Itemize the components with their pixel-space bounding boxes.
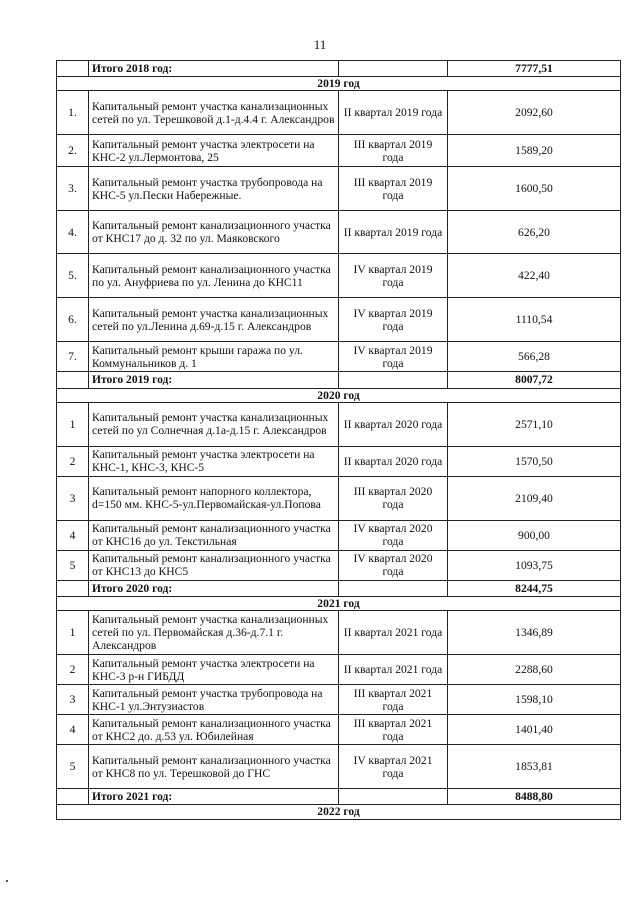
total-spacer	[57, 372, 89, 388]
table-row	[57, 520, 621, 550]
year-header-row	[57, 77, 621, 91]
total-spacer	[57, 789, 89, 805]
row-number: 2.	[57, 135, 89, 167]
work-description: Капитальный ремонт участка трубопровода на КНС-5 ул.Пески Набережные.	[89, 167, 339, 211]
work-description: Капитальный ремонт участка канализационных сетей по ул Солнечная д.1а-д.15 г. Александров	[89, 402, 339, 446]
work-period: III квартал 2021 года	[339, 715, 448, 745]
capital-repair-plan-table	[56, 60, 621, 820]
work-period: IV квартал 2020 года	[339, 550, 448, 580]
row-number: 5	[57, 745, 89, 789]
table-row	[57, 402, 621, 446]
table-row	[57, 550, 621, 580]
row-number: 4.	[57, 211, 89, 254]
total-label: Итого 2018 год:	[89, 61, 339, 77]
row-number: 1	[57, 402, 89, 446]
year-header: 2022 год	[57, 805, 621, 819]
table-row	[57, 135, 621, 167]
row-number: 1.	[57, 91, 89, 135]
row-number: 1	[57, 611, 89, 655]
work-amount: 626,20	[448, 211, 621, 254]
total-label: Итого 2021 год:	[89, 789, 339, 805]
work-period: III квартал 2020 года	[339, 476, 448, 520]
work-period: IV квартал 2019 года	[339, 254, 448, 298]
row-number: 4	[57, 520, 89, 550]
table-row	[57, 342, 621, 372]
work-amount: 1570,50	[448, 446, 621, 476]
work-amount: 566,28	[448, 342, 621, 372]
work-amount: 2092,60	[448, 91, 621, 135]
work-period: IV квартал 2021 года	[339, 745, 448, 789]
row-number: 3.	[57, 167, 89, 211]
work-description: Капитальный ремонт канализационного участка по ул. Ануфриева по ул. Ленина до КНС11	[89, 254, 339, 298]
work-amount: 1600,50	[448, 167, 621, 211]
work-period: II квартал 2020 года	[339, 446, 448, 476]
work-description: Капитальный ремонт крыши гаража по ул. Коммунальников д. 1	[89, 342, 339, 372]
total-amount: 8488,80	[448, 789, 621, 805]
total-row	[57, 789, 621, 805]
work-period: IV квартал 2019 года	[339, 298, 448, 342]
work-amount: 900,00	[448, 520, 621, 550]
work-amount: 1598,10	[448, 685, 621, 715]
work-description: Капитальный ремонт участка электросети на КНС-1, КНС-3, КНС-5	[89, 446, 339, 476]
work-amount: 2109,40	[448, 476, 621, 520]
work-period: II квартал 2020 года	[339, 402, 448, 446]
total-amount: 8007,72	[448, 372, 621, 388]
table-row	[57, 167, 621, 211]
year-header: 2020 год	[57, 388, 621, 402]
total-spacer	[57, 61, 89, 77]
work-description: Капитальный ремонт участка канализационных сетей по ул. Первомайская д.36-д.7.1 г. Александров	[89, 611, 339, 655]
table-row	[57, 211, 621, 254]
work-description: Капитальный ремонт участка трубопровода на КНС-1 ул.Энтузиастов	[89, 685, 339, 715]
total-spacer	[57, 580, 89, 596]
work-description: Капитальный ремонт участка электросети на КНС-2 ул.Лермонтова, 25	[89, 135, 339, 167]
work-period: II квартал 2019 года	[339, 91, 448, 135]
year-header: 2019 год	[57, 77, 621, 91]
year-header-row	[57, 597, 621, 611]
year-header-row	[57, 805, 621, 819]
total-amount: 8244,75	[448, 580, 621, 596]
total-period-empty	[339, 789, 448, 805]
table-row	[57, 446, 621, 476]
row-number: 5	[57, 550, 89, 580]
total-period-empty	[339, 580, 448, 596]
table-row	[57, 655, 621, 685]
row-number: 3	[57, 685, 89, 715]
work-description: Капитальный ремонт канализационного участка от КНС8 по ул. Терешковой до ГНС	[89, 745, 339, 789]
total-amount: 7777,51	[448, 61, 621, 77]
work-period: II квартал 2019 года	[339, 211, 448, 254]
table-row	[57, 611, 621, 655]
work-amount: 1110,54	[448, 298, 621, 342]
table-row	[57, 685, 621, 715]
work-amount: 422,40	[448, 254, 621, 298]
work-description: Капитальный ремонт участка канализационных сетей по ул.Ленина д.69-д.15 г. Александров	[89, 298, 339, 342]
year-header-row	[57, 388, 621, 402]
work-description: Капитальный ремонт канализационного участка от КНС13 до КНС5	[89, 550, 339, 580]
page-number: 11	[313, 37, 327, 52]
row-number: 3	[57, 476, 89, 520]
table-row	[57, 298, 621, 342]
total-row	[57, 580, 621, 596]
table-row	[57, 745, 621, 789]
total-label: Итого 2019 год:	[89, 372, 339, 388]
total-period-empty	[339, 61, 448, 77]
work-description: Капитальный ремонт канализационного участка от КНС16 до ул. Текстильная	[89, 520, 339, 550]
table-row	[57, 715, 621, 745]
scan-mark	[6, 880, 8, 882]
work-period: II квартал 2021 года	[339, 655, 448, 685]
work-amount: 1589,20	[448, 135, 621, 167]
work-period: III квартал 2019 года	[339, 135, 448, 167]
work-period: IV квартал 2019 года	[339, 342, 448, 372]
work-description: Капитальный ремонт участка канализационных сетей по ул. Терешковой д.1-д.4.4 г. Александров	[89, 91, 339, 135]
row-number: 2	[57, 446, 89, 476]
work-period: IV квартал 2020 года	[339, 520, 448, 550]
work-period: III квартал 2021 года	[339, 685, 448, 715]
table-row	[57, 476, 621, 520]
total-row	[57, 372, 621, 388]
row-number: 6.	[57, 298, 89, 342]
work-description: Капитальный ремонт канализационного участка от КНС2 до. д.53 ул. Юбилейная	[89, 715, 339, 745]
work-period: III квартал 2019 года	[339, 167, 448, 211]
work-description: Капитальный ремонт участка электросети на КНС-3 р-н ГИБДД	[89, 655, 339, 685]
total-period-empty	[339, 372, 448, 388]
work-period: II квартал 2021 года	[339, 611, 448, 655]
work-amount: 1346,89	[448, 611, 621, 655]
work-description: Капитальный ремонт канализационного участка от КНС17 до д. 32 по ул. Маяковского	[89, 211, 339, 254]
total-row	[57, 61, 621, 77]
work-amount: 1853,81	[448, 745, 621, 789]
table-row	[57, 254, 621, 298]
work-amount: 1401,40	[448, 715, 621, 745]
row-number: 7.	[57, 342, 89, 372]
work-amount: 2571,10	[448, 402, 621, 446]
work-amount: 2288,60	[448, 655, 621, 685]
total-label: Итого 2020 год:	[89, 580, 339, 596]
table-row	[57, 91, 621, 135]
row-number: 2	[57, 655, 89, 685]
work-description: Капитальный ремонт напорного коллектора, d=150 мм. КНС-5-ул.Первомайская-ул.Попова	[89, 476, 339, 520]
year-header: 2021 год	[57, 597, 621, 611]
row-number: 5.	[57, 254, 89, 298]
row-number: 4	[57, 715, 89, 745]
work-amount: 1093,75	[448, 550, 621, 580]
